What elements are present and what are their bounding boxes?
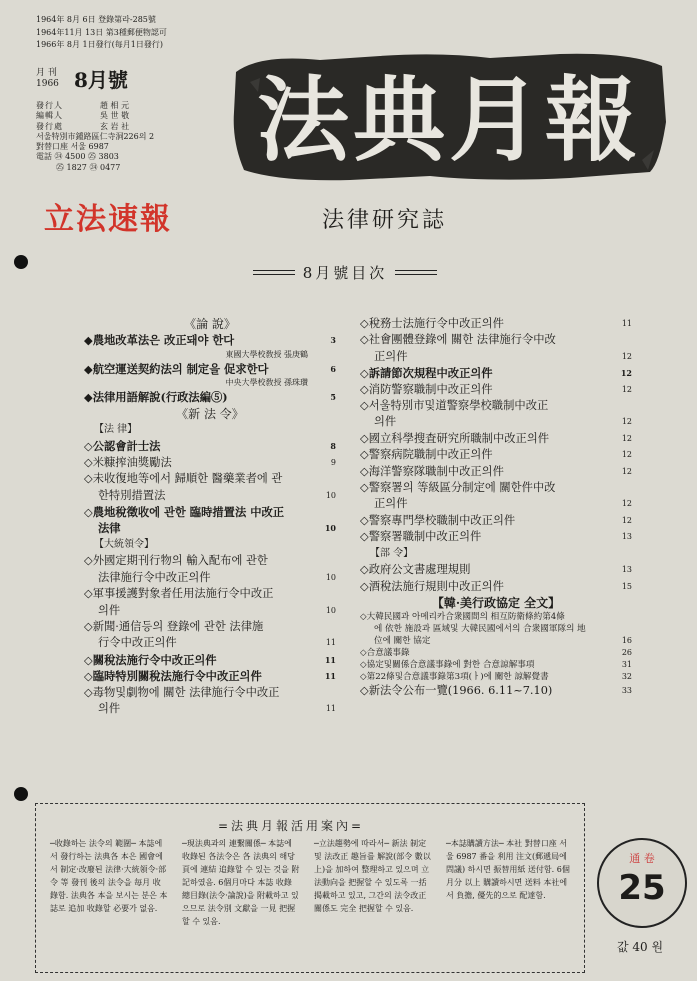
toc-entry: [360, 562, 632, 578]
toc-page-number: 12: [621, 417, 632, 427]
toc-entry: [84, 520, 336, 536]
toc-entry-title: ◇海洋警察隊職制中改正의件: [360, 464, 504, 478]
toc-entry: [84, 406, 336, 422]
toc-page-number: 12: [621, 515, 632, 525]
toc-right-column: [360, 316, 632, 700]
price-label: 값 40 원: [617, 940, 664, 954]
toc-entry-title: ◇서울特別市및道警察學校職制中改正: [360, 399, 549, 413]
toc-entry-title: 【部 令】: [370, 547, 414, 559]
toc-entry: [360, 496, 632, 512]
toc-page-number: 12: [621, 433, 632, 443]
toc-entry: [84, 389, 336, 405]
usage-guide-title: =法典月報活用案內=: [218, 819, 365, 833]
toc-entry-title: ◆法律用語解說(行政法編⑤): [84, 390, 228, 405]
toc-entry: [84, 471, 336, 487]
toc-entry: [360, 529, 632, 545]
toc-entry: [84, 668, 336, 684]
toc-entry-title: ◇警察署職制中改正의件: [360, 530, 482, 544]
toc-entry: [84, 685, 336, 701]
toc-entry: [84, 438, 336, 454]
toc-entry-title: ◇國立科學搜査研究所職制中改正의件: [360, 431, 550, 445]
guide-column: ─現法典과의 連繫關係─ 本誌에 收錄된 各法令은 各 法典의 해당 頁에 連結 追錄할 수 있는 것을 附記하였음. 6個月마다 本誌 收錄 總目錄(法令·論說)을 附載하고 있으므로 法令別 文獻을 一見 把握할 수 있음.: [182, 839, 300, 926]
double-rule: [395, 270, 437, 275]
toc-entry-title: ◇消防警察職制中改正의件: [360, 382, 493, 396]
guide-column: ─立法趨勢에 따라서─ 新法 制定 및 法改正 趣旨를 解說(部令 數以上)을 加하여 整理하고 있으며 立法動向을 把握할 수 있도록 一括 揭載하고 있고, 그간의 法令改正 關係도 完全 把握할 수 있음.: [314, 839, 431, 913]
toc-entry-title: ◇關稅法施行令中改正의件: [84, 652, 217, 667]
toc-entry-title: ◇合意議事錄: [360, 648, 410, 659]
volume-number: 25: [618, 868, 666, 908]
toc-entry-title: ◇外國定期刊行物의 輸入配布에 관한: [84, 554, 268, 568]
toc-entry: [360, 595, 632, 611]
toc-entry-title: ◆航空運送契約法의 制定을 促求한다: [84, 361, 269, 376]
toc-entry: [360, 671, 632, 683]
toc-entry: [84, 586, 336, 602]
toc-page-number: 16: [621, 636, 632, 646]
toc-entry-title: 法律施行令中改正의件: [98, 570, 211, 584]
toc-entry: [360, 647, 632, 659]
toc-page-number: 12: [621, 351, 632, 361]
toc-entry: [84, 635, 336, 651]
toc-heading: [195, 262, 495, 283]
toc-page-number: 6: [330, 363, 336, 374]
toc-page-number: 10: [325, 572, 336, 582]
toc-page-number: 10: [324, 523, 336, 534]
toc-entry-title: 【大統領令】: [94, 538, 154, 550]
publisher-info: [36, 101, 236, 173]
masthead-logo: [230, 52, 668, 182]
publisher-value: 吳 世 敬: [100, 111, 130, 121]
toc-page-number: 5: [330, 392, 336, 403]
toc-entry: [84, 553, 336, 569]
toc-entry: [360, 431, 632, 447]
toc-entry: [360, 349, 632, 365]
toc-entry-title: 東國大學校敎授 張庚鶴: [225, 349, 308, 359]
toc-entry-title: ◇警察專門學校職制中改正의件: [360, 513, 516, 527]
toc-entry: [360, 611, 632, 623]
toc-page-number: 11: [621, 319, 632, 328]
toc-page-number: 13: [621, 565, 632, 575]
toc-entry-title: ◇新法令公布一覽(1966. 6.11~7.10): [360, 684, 553, 698]
toc-entry-title: ◇訴請節次規程中改正의件: [360, 366, 493, 381]
toc-page-number: 11: [324, 671, 336, 682]
toc-page-number: 10: [325, 490, 336, 500]
toc-page-number: 32: [621, 672, 632, 682]
toc-entry-title: ◇新聞·通信등의 登錄에 관한 法律施: [84, 619, 264, 633]
toc-entry: [84, 422, 336, 438]
guide-column: ─本誌購讀方法─ 本社 對替口座 서울 6987 番을 利用 注文(郵遞局에 問議) 하시면 振替用紙 送付함. 6個月分 以上 購讀하시면 送料 本社에서 負擔, 優先的으로 配達함.: [446, 839, 570, 900]
toc-entry: [360, 683, 632, 699]
toc-page-number: 12: [621, 384, 632, 394]
guide-column: ─收錄하는 法令의 範圍─ 本誌에서 發行하는 法典各 本은 國會에서 制定·改廢된 法律·大統領令·部令 等 發刊 後의 法令을 毎月 收錄함. 法典各 本을 보시는 분은 本誌로 追加 收錄할 必要가 없음.: [50, 839, 168, 913]
registration-line: 1964年11月 13日 第3種郵便物認可: [36, 27, 167, 37]
toc-entry-title: ◇毒物및劇物에 關한 法律施行令中改正: [84, 685, 280, 699]
toc-entry-title: 의件: [98, 603, 121, 617]
toc-entry-title: 한特別措置法: [98, 488, 166, 502]
toc-page-number: 8: [330, 441, 336, 452]
issue-year: 1966: [36, 78, 59, 89]
toc-page-number: 9: [330, 457, 336, 467]
issue-label: [36, 64, 236, 93]
issue-frequency-year: [36, 68, 59, 90]
binding-hole: [14, 787, 28, 801]
toc-entry-title: 《論 說》: [184, 317, 236, 331]
toc-entry-title: ◇未收復地等에서 歸順한 醫藥業者에 관: [84, 472, 283, 486]
toc-entry: [360, 579, 632, 595]
toc-entry: [360, 316, 632, 332]
registration-line: 1966年 8月 1日發行(每月1日發行): [36, 40, 163, 49]
toc-entry-title: 《新 法 令》: [176, 406, 244, 421]
toc-entry-title: 에 依한 施設과 區域및 大韓民國에서의 合衆國軍隊의 地: [374, 624, 586, 635]
toc-page-number: 26: [621, 648, 632, 658]
toc-entry-title: 의件: [98, 701, 121, 715]
toc-entry: [360, 464, 632, 480]
subtitle-black: 法律研究誌: [322, 208, 448, 233]
toc-entry: [84, 701, 336, 717]
toc-entry-title: 法律: [98, 521, 121, 536]
toc-entry: [84, 316, 336, 332]
toc-entry-title: ◇警察病院職制中改正의件: [360, 448, 493, 462]
toc-entry: [84, 349, 336, 361]
toc-entry: [84, 332, 336, 348]
subtitle-red: 立法速報: [44, 202, 172, 237]
toc-entry: [84, 570, 336, 586]
toc-entry: [84, 488, 336, 504]
toc-entry: [360, 447, 632, 463]
toc-entry: [360, 635, 632, 647]
toc-entry: [360, 480, 632, 496]
toc-entry-title: ◇政府公文書處理規則: [360, 563, 471, 577]
toc-entry-title: ◇協定및關係合意議事錄에 對한 合意諒解事項: [360, 660, 535, 671]
toc-page-number: 11: [324, 654, 336, 665]
double-rule: [253, 270, 295, 275]
toc-entry: [360, 546, 632, 562]
toc-entry: [84, 603, 336, 619]
toc-entry-title: ◇稅務士法施行令中改正의件: [360, 317, 504, 330]
toc-entry: [360, 513, 632, 529]
toc-page-number: 12: [621, 450, 632, 460]
toc-entry: [360, 382, 632, 398]
toc-entry: [360, 659, 632, 671]
toc-entry-title: ◇社會團體登錄에 關한 法律施行令中改: [360, 333, 556, 347]
toc-entry-title: ◇警察署의 等級區分制定에 關한件中改: [360, 481, 556, 495]
publisher-value: 玄 岩 社: [100, 121, 130, 131]
toc-page-number: 13: [621, 532, 632, 542]
toc-entry-title: ◇農地稅徵收에 관한 臨時措置法 中改正: [84, 505, 285, 520]
toc-page-number: 33: [621, 686, 632, 696]
issue-month: 8月號: [74, 68, 128, 92]
toc-left-column: [84, 316, 336, 717]
toc-entry: [84, 361, 336, 377]
publisher-key: 發行人: [36, 101, 63, 110]
volume-badge: [597, 838, 687, 928]
toc-entry-title: ◇大韓民國과 아메리카合衆國間의 相互防衛條約第4條: [360, 612, 565, 623]
binding-hole: [14, 255, 28, 269]
toc-page-number: 11: [325, 638, 336, 648]
toc-entry: [84, 377, 336, 389]
toc-entry-title: ◇公認會計士法: [84, 439, 161, 454]
toc-entry: [360, 414, 632, 430]
toc-entry: [360, 332, 632, 348]
publisher-value: 對替口座 서울 6987: [36, 142, 109, 152]
toc-entry-title: ◇第22條및合意議事錄第3項(ㅏ)에 關한 諒解覺書: [360, 672, 549, 683]
toc-entry: [360, 623, 632, 635]
publisher-value: ㉕ 1827 ㉔ 0477: [56, 162, 121, 172]
toc-page-number: 12: [621, 466, 632, 476]
toc-page-number: 15: [621, 581, 632, 591]
publisher-value: 電話 ㉔ 4500 ㉕ 3803: [36, 152, 119, 162]
toc-entry: [84, 619, 336, 635]
publisher-value: 趙 相 元: [100, 101, 130, 110]
toc-page-number: 3: [330, 335, 336, 346]
publisher-key: 編輯人: [36, 111, 63, 121]
toc-page-number: 12: [621, 499, 632, 509]
toc-entry-title: 中央大學校敎授 孫珠瓚: [225, 378, 308, 388]
toc-entry-title: ◇米糠搾油獎勵法: [84, 455, 172, 469]
toc-entry-title: 【法 律】: [94, 424, 138, 436]
toc-entry-title: 正의件: [374, 497, 408, 511]
toc-entry-title: 의件: [374, 415, 397, 429]
toc-page-number: 12: [620, 368, 632, 379]
toc-entry-title: 【韓·美行政協定 全文】: [431, 595, 561, 610]
volume-label: 通 卷: [629, 852, 655, 865]
toc-entry-title: 位에 關한 協定: [374, 636, 431, 647]
toc-entry: [84, 652, 336, 668]
publisher-value: 서울特別市鍾路區仁寺洞226의 2: [36, 131, 155, 141]
toc-entry-title: ◇臨時特別關稅法施行令中改正의件: [84, 669, 262, 684]
toc-entry: [360, 365, 632, 381]
registration-info: [36, 14, 266, 52]
registration-line: 1964年 8月 6日 登錄第라-285號: [36, 15, 156, 24]
toc-page-number: 10: [325, 605, 336, 615]
logo-text: 法典月報: [256, 67, 642, 174]
toc-entry: [84, 537, 336, 553]
toc-heading-text: 8月號目次: [302, 264, 388, 282]
toc-entry-title: ◆農地改革法은 改正돼야 한다: [84, 333, 235, 348]
toc-entry-title: ◇軍事援護對象者任用法施行令中改正: [84, 587, 274, 601]
toc-entry: [84, 455, 336, 471]
toc-page-number: 11: [325, 703, 336, 713]
toc-entry-title: ◇酒稅法施行規則中改正의件: [360, 579, 504, 593]
issue-frequency: 月 刊: [36, 67, 57, 78]
toc-entry-title: 行令中改正의件: [98, 636, 177, 650]
toc-page-number: 31: [621, 660, 632, 670]
publisher-key: 發行處: [36, 121, 63, 131]
toc-entry-title: 正의件: [374, 349, 408, 363]
toc-entry: [360, 398, 632, 414]
toc-entry: [84, 504, 336, 520]
usage-guide-box: [35, 803, 585, 973]
